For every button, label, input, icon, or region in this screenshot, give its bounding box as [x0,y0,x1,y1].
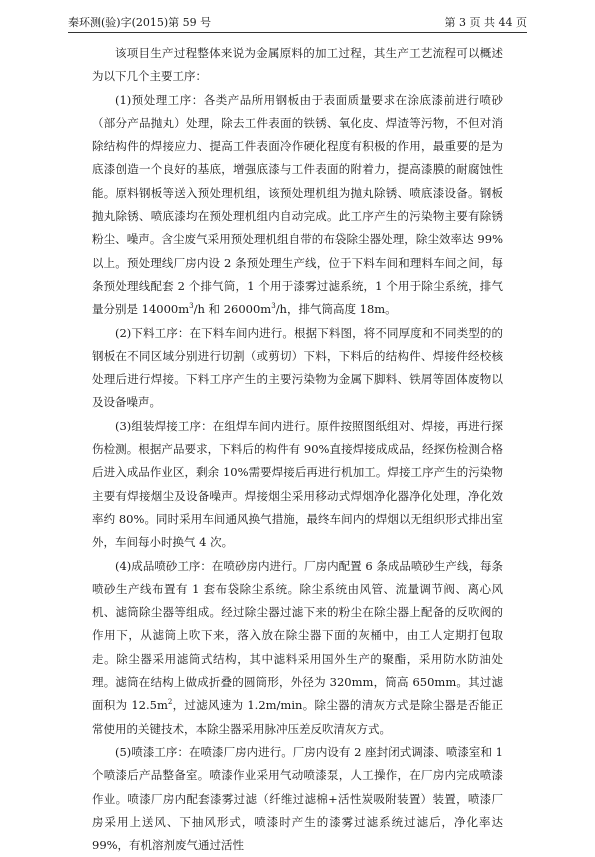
document-number: 秦环测(验)字(2015)第 59 号 [68,16,212,29]
cutting-paragraph: (2)下料工序：在下料车间内进行。根据下料图，将不同厚度和不同类型的的钢板在不同区域分别进行切割（或剪切）下料，下料后的结构件、焊接件经校核处理后进行焊接。下料工序产生的主要污染物为金属下脚料、铁屑等固体废物以及设备噪声。 [92,325,503,410]
sandblasting-paragraph: (4)成品喷砂工序：在喷砂房内进行。厂房内配置 6 条成品喷砂生产线，每条喷砂生产线布置有 1 套布袋除尘系统。除尘系统由风管、流量调节阀、离心风机、滤筒除尘器等组成。经过除尘器过滤下来的粉尘在除尘器上配备的反吹阀的作用下，从滤筒上吹下来，落入放在除尘器下面的灰桶中，由工人定期打包取走。除尘器采用滤筒式结构，其中滤料采用国外生产的聚酯，采用防水防油处理。滤筒在结构上做成折叠的圆筒形，外径为 320mm，筒高 650mm。其过滤面积为 $12.5m^2$，过滤风速为 1.2m/min。除尘器的清灰方式是除尘器是否能正常使用的关键技术，本除尘器采用脉冲压差反吹清灰方式。 [92,558,503,736]
welding-paragraph: (3)组装焊接工序：在组焊车间内进行。原件按照图纸组对、焊接，再进行探伤检测。根据产品要求，下料后的构件有 90%直接焊接成成品，经探伤检测合格后进入成品作业区，剩余 10%需要焊接后再进行机加工。焊接工序产生的污染物主要有焊接烟尘及设备噪声。焊接烟尘采用移动式焊烟净化器净化处理，净化效率约 80%。同时采用车间通风换气措施，最终车间内的焊烟以无组织形式排出室外，车间每小时换气 4 次。 [92,418,503,550]
painting-paragraph: (5)喷漆工序：在喷漆厂房内进行。厂房内设有 2 座封闭式调漆、喷漆室和 1 个喷漆后产品整备室。喷漆作业采用气动喷漆泵，人工操作，在厂房内完成喷漆作业。喷漆厂房内配套漆雾过滤（纤维过滤棉+活性炭吸附装置）装置，喷漆厂房采用上送风、下抽风形式，喷漆时产生的漆雾过滤系统过滤后，净化率达 99%，有机溶剂废气通过活性 [92,744,503,853]
page-header [68,10,527,33]
page-number: 第 3 页 共 44 页 [444,16,527,29]
document-body [92,42,503,857]
pretreatment-paragraph: (1)预处理工序：各类产品所用钢板由于表面质量要求在涂底漆前进行喷砂（部分产品抛丸）处理，除去工件表面的铁锈、氧化皮、焊渣等污物，不但对消除结构件的焊接应力、提高工件表面冷作硬化程度有积极的作用，最重要的是为底漆创造一个良好的基底，增强底漆与工件表面的附着力，提高漆膜的耐腐蚀性能。原料钢板等送入预处理机组，该预处理机组为抛丸除锈、喷底漆设备。钢板抛丸除锈、喷底漆均在预处理机组内自动完成。此工序产生的污染物主要有除锈粉尘、噪声。含尘废气采用预处理机组自带的布袋除尘器处理，除尘效率达 99%以上。预处理线厂房内设 2 条预处理生产线，位于下料车间和理料车间之间，每条预处理线配套 2 个排气筒，1 个用于漆雾过滤系统，1 个用于除尘系统，排气量分别是 $14000m^3/h$ 和 $26000m^3/h$，排气筒高度 18m。 [92,92,503,317]
intro-paragraph: 该项目生产过程整体来说为金属原料的加工过程，其生产工艺流程可以概述为以下几个主要工序： [92,46,503,84]
